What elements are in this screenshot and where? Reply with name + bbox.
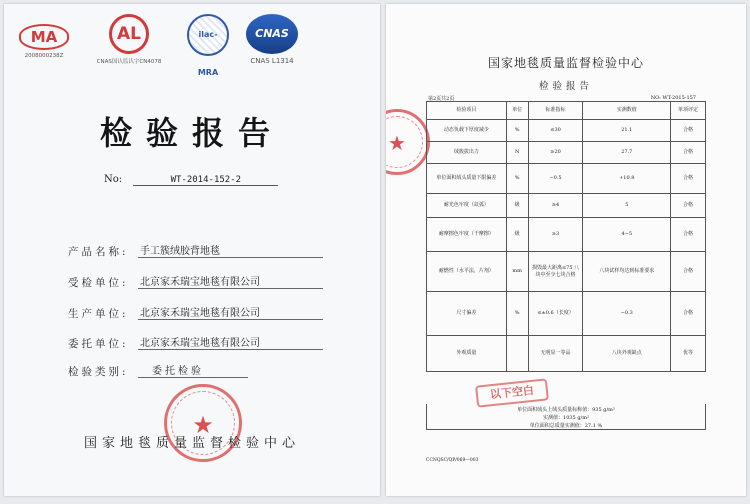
cell-item: 外观质量 [427,336,507,372]
cnas-caption: CNAS L1314 [250,57,294,65]
foot-note: 单位面积绒头上绒头质量标称值：935 g/m² [517,407,615,413]
cell-item: 动态负载下厚度减少 [427,120,507,142]
cell-rating: 合格 [671,218,706,252]
cell-measured: 4−5 [583,218,671,252]
seal-star-icon: ★ [192,411,214,439]
report-cover-page [4,4,380,496]
cell-item: 绒簇拔出力 [427,142,507,164]
blank-below-stamp: 以下空白 [475,378,549,407]
cell-measured: 5 [583,194,671,218]
cell-rating: 优等 [671,336,706,372]
cell-measured: −0.3 [583,292,671,336]
table-row [427,218,706,252]
cell-item: 尺寸偏差 [427,292,507,336]
foot-note: 实测值：1035 g/m² [543,415,589,421]
cma-caption: 2008000238Z [24,53,64,59]
field-label: 产品名称: [68,246,129,258]
report-number [104,174,278,186]
field-value: 北京家禾瑞宝地毯有限公司 [138,304,323,320]
cell-unit: % [506,120,528,142]
field-value: 北京家禾瑞宝地毯有限公司 [138,334,323,350]
cell-unit: 级 [506,194,528,218]
header-cell: 实测数值 [583,102,671,120]
table-footer-notes [426,404,706,430]
results-subtitle: 检验报告 [538,81,593,92]
header-cell: 单项评定 [671,102,706,120]
foot-note: 单位面积总质量实测值：27.1 % [529,423,603,429]
table-row [427,252,706,292]
table-row [427,142,706,164]
results-table [426,101,706,372]
field-value: 手工簇绒胶背地毯 [138,242,323,258]
cell-measured: 27.7 [583,142,671,164]
cell-standard: ≥4 [528,194,583,218]
cell-measured: 21.1 [583,120,671,142]
cell-rating: 合格 [671,252,706,292]
field-label: 受检单位: [68,277,129,289]
cell-measured: 八块试样均达到标准要求 [583,252,671,292]
cell-unit: N [506,142,528,164]
table-row [427,292,706,336]
cnas-mark: CNAS [246,14,298,54]
cell-rating: 合格 [671,120,706,142]
cell-unit [506,336,528,372]
page-info: 第2页共2页 [428,96,455,102]
ilac-mark: ilac-MRA [187,14,229,56]
cal-caption: CNAS国认监认字CN4078 [96,59,162,65]
field-label: 生产单位: [68,308,129,320]
document-code: CCNQSC/QP/069—003 [426,458,479,463]
cnas-logo [240,14,304,65]
cal-logo [86,14,172,65]
cell-rating: 合格 [671,164,706,194]
cell-item: 单位面积绒头质量下限偏差 [427,164,507,194]
cell-standard: ≥20 [528,142,583,164]
field-label: 检验类别: [68,366,129,378]
field-value: 委托检验 [138,362,248,378]
cell-rating: 合格 [671,292,706,336]
cal-mark: AL [109,14,149,54]
seal-star-icon: ★ [388,131,406,155]
cma-logo [16,14,72,59]
cell-rating: 合格 [671,142,706,164]
field-inspection-type [68,364,204,379]
header-cell: 检验项目 [427,102,507,120]
report-number-label: No: [104,174,123,185]
field-product-name [68,244,220,259]
cell-item: 耐光色牢度（氙弧） [427,194,507,218]
cell-measured: +10.8 [583,164,671,194]
table-row [427,120,706,142]
cell-standard: ≤30 [528,120,583,142]
test-results-page [386,4,746,496]
cell-standard: 损毁最大距离≤75 八块中至少七块合格 [528,252,583,292]
cma-mark: MA [19,24,69,50]
issuer-footer: 国家地毯质量监督检验中心 [83,436,300,451]
cell-unit: % [506,292,528,336]
cell-unit: % [506,164,528,194]
field-value: 北京家禾瑞宝地毯有限公司 [138,273,323,289]
cell-measured: 八块外观缺点 [583,336,671,372]
cell-rating: 合格 [671,194,706,218]
table-header-row [427,102,706,120]
header-cell: 单位 [506,102,528,120]
cell-item: 耐燃性（水平法，片剂） [427,252,507,292]
cell-item: 耐摩擦色牢度（干摩擦） [427,218,507,252]
table-row [427,164,706,194]
cell-unit: mm [506,252,528,292]
header-cell: 标准指标 [528,102,583,120]
table-row [427,194,706,218]
field-label: 委托单位: [68,338,129,350]
table-row [427,336,706,372]
doc-number: NO: WT-2015-157 [650,95,696,101]
seam-seal [386,109,430,175]
report-number-value: WT-2014-152-2 [133,175,278,186]
results-title: 国家地毯质量监督检验中心 [487,56,644,70]
cell-standard: 无明显一等品 [528,336,583,372]
cell-standard: ≤±0.6（长度） [528,292,583,336]
field-manufacturer [68,306,260,321]
field-client [68,336,260,351]
report-title: 检验报告 [99,114,284,152]
ilac-mra-logo [180,14,236,77]
cell-standard: ≥3 [528,218,583,252]
cell-standard: −0.5 [528,164,583,194]
field-inspected-unit [68,275,260,290]
cell-unit: 级 [506,218,528,252]
